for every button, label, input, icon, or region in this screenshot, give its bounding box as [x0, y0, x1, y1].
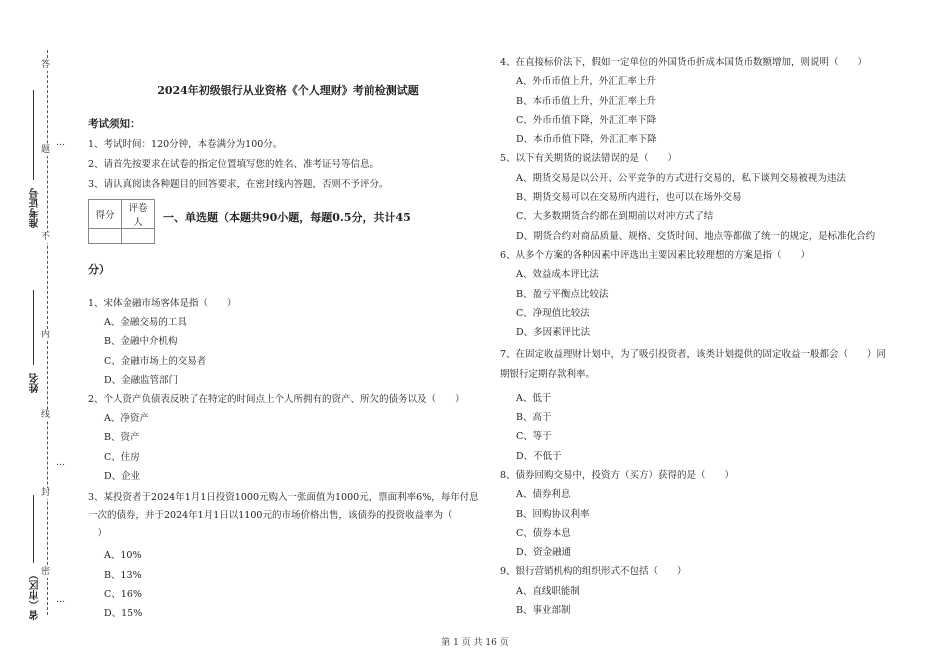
notice-item: 2、请首先按要求在试卷的指定位置填写您的姓名、准考证号等信息。	[88, 159, 380, 170]
seal-mini-char: …	[56, 138, 65, 148]
option-text: D、本币币值下降，外汇汇率下降	[516, 134, 657, 146]
question-text: 8、债券回购交易中，投资方（买方）获得的是（ ）	[500, 469, 735, 481]
question-text: 1、宋体金融市场客体是指（ ）	[88, 298, 237, 309]
option-text: A、低于	[516, 392, 552, 404]
notice-heading: 考试须知：	[88, 118, 141, 130]
binding-strip	[0, 0, 70, 671]
option-text: B、盈亏平衡点比较法	[516, 288, 609, 300]
seal-char: 封	[41, 488, 51, 498]
option-text: D、期货合约对商品质量、规格、交货时间、地点等都做了统一的规定，是标准化合约	[516, 230, 876, 242]
option-text: D、15%	[104, 608, 143, 620]
question-line: ）	[88, 528, 108, 540]
section-title: 一、单选题（本题共90小题，每题0.5分，共计45	[163, 211, 411, 224]
option-text: B、金融中介机构	[104, 336, 178, 348]
seal-char: 题	[41, 145, 51, 155]
province-line	[33, 495, 34, 563]
option-text: C、外币币值下降，外汇汇率下降	[516, 114, 657, 126]
exam-number-label: 准考证号	[30, 188, 41, 228]
grader-blank	[122, 229, 155, 244]
option-text: A、直线职能制	[516, 585, 580, 597]
option-text: D、金融监管部门	[104, 374, 179, 386]
seal-char: 密	[41, 567, 51, 577]
option-text: B、本币币值上升，外汇汇率上升	[516, 95, 656, 107]
name-line	[33, 290, 34, 365]
notice-item: 3、请认真阅读各种题目的回答要求，在密封线内答题，否则不予评分。	[88, 179, 389, 190]
option-text: B、高于	[516, 412, 552, 424]
option-text: C、大多数期货合约都在到期前以对冲方式了结	[516, 211, 714, 223]
option-text: B、资产	[104, 432, 140, 444]
seal-char: 内	[41, 330, 51, 340]
question-text: 2、个人资产负债表反映了在特定的时间点上个人所拥有的资产、所欠的债务以及（ ）	[88, 394, 465, 406]
section-title-cont: 分）	[88, 263, 110, 276]
option-text: C、住房	[104, 451, 140, 463]
option-text: A、净资产	[104, 413, 149, 425]
option-text: B、期货交易可以在交易所内进行，也可以在场外交易	[516, 192, 742, 204]
option-text: A、期货交易是以公开、公平竞争的方式进行交易的，私下谈判交易被视为违法	[516, 172, 846, 184]
question-text	[88, 489, 488, 543]
page-title: 2024年初级银行从业资格《个人理财》考前检测试题	[157, 84, 419, 97]
option-text: C、金融市场上的交易者	[104, 355, 207, 367]
question-text: 6、从多个方案的各种因素中评选出主要因素比较理想的方案是指（ ）	[500, 249, 811, 261]
exam-number-line	[33, 90, 34, 180]
option-text: A、效益成本评比法	[516, 269, 599, 281]
question-line: 3、某投资者于2024年1月1日投资1000元购入一张面值为1000元，票面利率6%，每年付息	[88, 492, 479, 504]
question-line: 期银行定期存款利率。	[500, 369, 596, 381]
option-text: D、不低于	[516, 450, 562, 462]
seal-char: 不	[41, 232, 51, 242]
notice-item: 1、考试时间：120分钟，本卷满分为100分。	[88, 139, 283, 150]
option-text: C、16%	[104, 588, 142, 600]
page-footer: 第 1 页 共 16 页	[441, 638, 509, 648]
option-text: A、10%	[104, 550, 142, 562]
seal-char: 线	[41, 410, 51, 420]
province-label: 省（市区）	[30, 570, 41, 620]
option-text: A、外币币值上升，外汇汇率上升	[516, 76, 656, 88]
option-text: C、等于	[516, 431, 552, 443]
seal-mini-char: …	[56, 595, 65, 605]
score-row	[88, 199, 488, 261]
score-blank	[89, 229, 122, 244]
option-text: D、企业	[104, 471, 141, 483]
option-text: A、债券利息	[516, 489, 571, 501]
option-text: B、事业部制	[516, 605, 571, 617]
option-text: A、金融交易的工具	[104, 317, 187, 328]
name-label: 姓名	[30, 373, 41, 393]
option-text: D、资金融通	[516, 547, 572, 559]
question-text: 4、在直接标价法下，假如一定单位的外国货币折成本国货币数额增加，则说明（ ）	[500, 57, 868, 68]
question-text: 5、以下有关期货的说法错误的是（ ）	[500, 153, 678, 165]
left-column	[88, 70, 488, 627]
option-text: B、回购协议利率	[516, 508, 590, 520]
question-text	[500, 345, 930, 385]
option-text: C、债券本息	[516, 527, 571, 539]
question-line: 一次的债券，并于2024年1月1日以1100元的市场价格出售，该债券的投资收益率为（	[88, 510, 453, 522]
question-line: 7、在固定收益理财计划中，为了吸引投资者，该类计划提供的固定收益一般都会（ ）同	[500, 349, 887, 361]
seal-mini-char: …	[56, 458, 65, 468]
score-table	[88, 199, 155, 244]
question-text: 9、银行营销机构的组织形式不包括（ ）	[500, 566, 687, 578]
option-text: B、13%	[104, 569, 142, 581]
seal-char: 答	[41, 60, 51, 70]
option-text: C、净现值比较法	[516, 307, 590, 319]
option-text: D、多因素评比法	[516, 327, 591, 339]
right-column	[500, 56, 930, 623]
score-cell: 得分	[89, 200, 122, 229]
grader-cell: 评卷人	[122, 200, 155, 229]
